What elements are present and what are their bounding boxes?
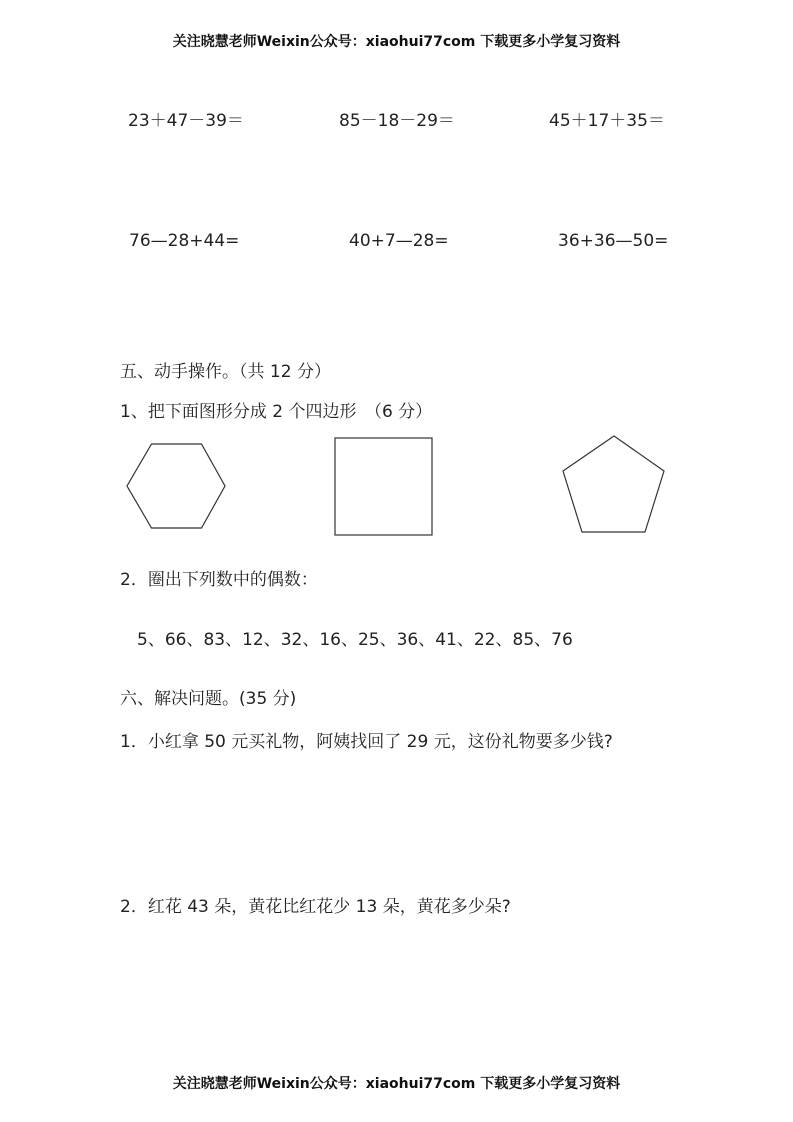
calc-item-1: 23＋47－39＝ xyxy=(128,111,244,131)
calc-item-4: 76—28+44= xyxy=(129,231,240,251)
section6-title: 六、解决问题。(35 分) xyxy=(120,689,297,709)
hexagon-icon xyxy=(124,443,228,531)
section6-question-1: 1．小红拿 50 元买礼物，阿姨找回了 29 元，这份礼物要多少钱? xyxy=(120,732,613,752)
calc-item-5: 40+7—28= xyxy=(349,231,449,251)
calc-item-2: 85－18－29＝ xyxy=(339,111,455,131)
section6-question-2: 2．红花 43 朵，黄花比红花少 13 朵，黄花多少朵? xyxy=(120,897,511,917)
square-icon xyxy=(334,437,434,537)
page-footer: 关注晓慧老师Weixin公众号：xiaohui77com 下载更多小学复习资料 xyxy=(172,1076,621,1092)
section5-question-1: 1、把下面图形分成 2 个四边形 （6 分） xyxy=(120,402,433,422)
section5-title: 五、动手操作。（共 12 分） xyxy=(120,362,331,382)
page-header: 关注晓慧老师Weixin公众号：xiaohui77com 下载更多小学复习资料 xyxy=(172,34,621,50)
calc-item-3: 45＋17＋35＝ xyxy=(549,111,665,131)
pentagon-icon xyxy=(561,435,667,535)
number-list: 5、66、83、12、32、16、25、36、41、22、85、76 xyxy=(137,630,573,650)
section5-question-2: 2．圈出下列数中的偶数： xyxy=(120,570,318,590)
calc-item-6: 36+36—50= xyxy=(558,231,669,251)
